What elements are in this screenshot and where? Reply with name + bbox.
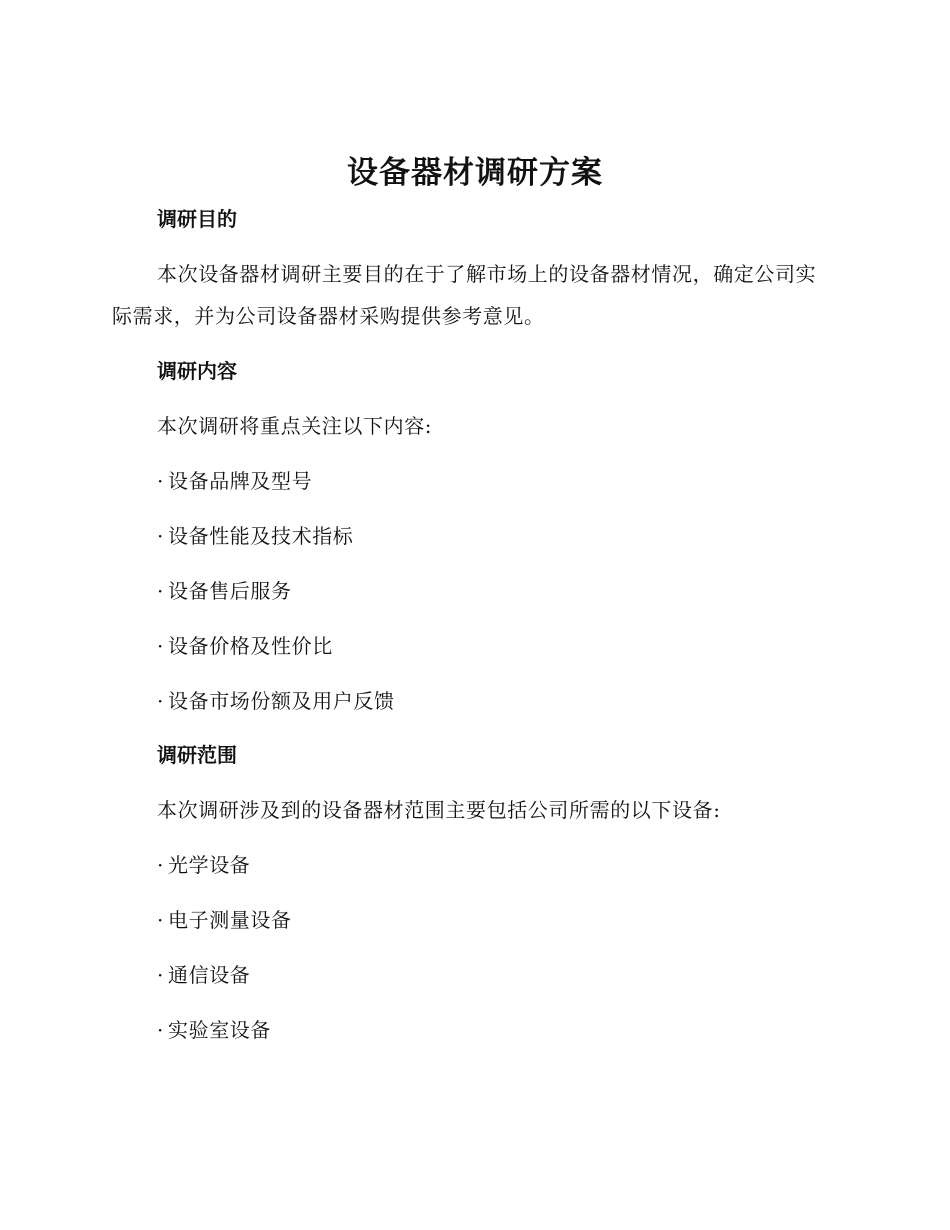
bullet-icon: · [157,634,164,658]
section-heading-scope: 调研范围 [157,743,237,767]
list-item-text: 实验室设备 [168,1018,271,1042]
bullet-icon: · [157,469,164,493]
list-item-text: 设备品牌及型号 [168,469,313,493]
purpose-paragraph: 本次设备器材调研主要目的在于了解市场上的设备器材情况，确定公司实际需求，并为公司设备器材采购提供参考意见。 [112,262,817,328]
section-heading-content: 调研内容 [157,359,237,383]
bullet-icon: · [157,579,164,603]
list-item [157,960,250,990]
list-item-text: 设备价格及性价比 [168,634,333,658]
bullet-icon: · [157,1018,164,1042]
bullet-icon: · [157,524,164,548]
list-item [157,686,395,716]
scope-intro: 本次调研涉及到的设备器材范围主要包括公司所需的以下设备: [157,798,721,822]
list-item [157,850,250,880]
bullet-icon: · [157,853,164,877]
section-heading-purpose: 调研目的 [157,207,237,231]
list-item-text: 光学设备 [168,853,251,877]
bullet-icon: · [157,963,164,987]
list-item [157,631,333,661]
content-intro: 本次调研将重点关注以下内容: [157,414,433,438]
bullet-icon: · [157,908,164,932]
list-item [157,466,312,496]
list-item [157,1015,271,1045]
bullet-icon: · [157,689,164,713]
document-title: 设备器材调研方案 [347,155,603,191]
list-item [157,521,353,551]
list-item-text: 电子测量设备 [168,908,292,932]
list-item-text: 设备售后服务 [168,579,292,603]
list-item [157,576,292,606]
list-item-text: 设备性能及技术指标 [168,524,354,548]
list-item-text: 设备市场份额及用户反馈 [168,689,395,713]
list-item [157,905,292,935]
list-item-text: 通信设备 [168,963,251,987]
